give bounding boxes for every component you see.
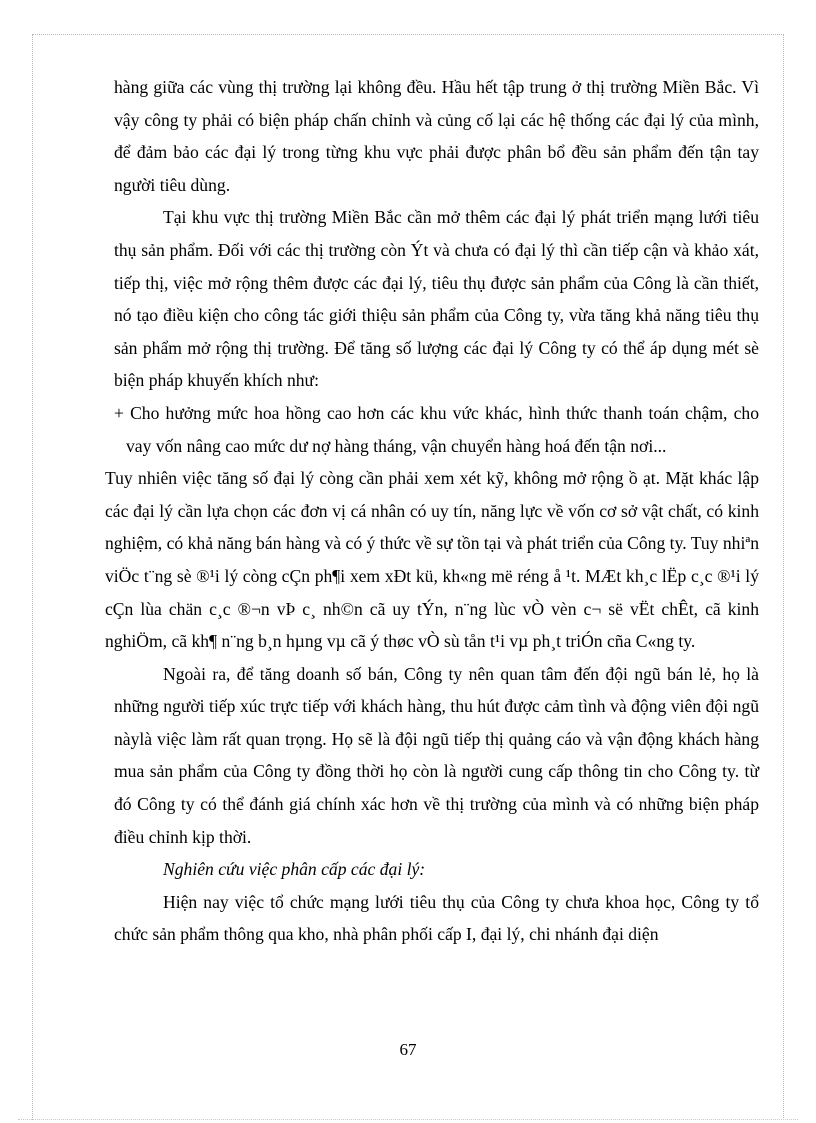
bullet-paragraph: + Cho hưởng mức hoa hồng cao hơn các khu vức khác, hình thức thanh toán chậm, cho vay vốn nâng cao mức dư nợ hàng tháng, vận chuyển hàng hoá đến tận nơi...	[114, 402, 759, 456]
page-number: 67	[399, 1040, 417, 1059]
paragraph-4: Ngoài ra, để tăng doanh số bán, Công ty nên quan tâm đến đội ngũ bán lẻ, họ là những người tiếp xúc trực tiếp với khách hàng, thu hút được cảm tình và động viên đội ngũ nàylà việc làm rất quan trọng. Họ sẽ là đội ngũ tiếp thị quảng cáo và vận động khách hàng mua sản phẩm của Công ty đồng thời họ còn là người cung cấp thông tin cho Công ty. từ đó Công ty có thể đánh giá chính xác hơn về thị trường của mình và có những biện pháp điều chỉnh kịp thời.	[114, 663, 759, 847]
paragraph-5: Hiện nay việc tổ chức mạng lưới tiêu thụ của Công ty chưa khoa học, Công ty tổ chức sản phẩm thông qua kho, nhà phân phối cấp I, đại lý, chi nhánh đại diện	[114, 891, 759, 945]
paragraph-2: Tại khu vực thị trường Miền Bắc cần mở thêm các đại lý phát triển mạng lưới tiêu thụ sản phẩm. Đối với các thị trường còn Ýt và chưa có đại lý thì cần tiếp cận và khảo xát, tiếp thị, việc mở rộng thêm được các đại lý, tiêu thụ được sản phẩm của Công là cần thiết, nó tạo điều kiện cho công tác giới thiệu sản phẩm của Công ty, vừa tăng khả năng tiêu thụ sản phẩm mở rộng thị trường. Để tăng số lượng các đại lý Công ty có thể áp dụng mét sè biện pháp khuyến khích như:	[114, 207, 759, 391]
section-heading: Nghiên cứu việc phân cấp các đại lý:	[163, 859, 426, 880]
paragraph-1: hàng giữa các vùng thị trường lại không đều. Hầu hết tập trung ở thị trường Miền Bắc. Vì vậy công ty phải có biện pháp chấn chỉnh và củng cố lại các hệ thống các đại lý của mình, để đảm bảo các đại lý trong từng khu vực phải được phân bổ đều sản phẩm đến tận tay người tiêu dùng.	[114, 77, 759, 195]
paragraph-3: Tuy nhiên việc tăng số đại lý còng cần phải xem xét kỹ, không mở rộng ồ ạt. Mặt khác lập các đại lý cần lựa chọn các đơn vị cá nhân có uy tín, năng lực về vốn cơ sở vật chất, có kinh nghiệm, có khả năng bán hàng và có ý thức về sự tồn tại và phát triển của Công ty. Tuy nhiªn viÖc t¨ng sè ®¹i lý còng cÇn ph¶i xem xÐt kü, kh«ng më réng å ¹t. MÆt kh¸c lËp c¸c ®¹i lý cÇn lùa chän c¸c ®¬n vÞ c¸ nh©n cã uy tÝn, n¨ng lùc vÒ vèn c¬ së vËt chÊt, cã kinh nghiÖm, cã kh¶ n¨ng b¸n hµng vµ cã ý thøc vÒ sù tån t¹i vµ ph¸t triÓn cña C«ng ty.	[105, 468, 759, 652]
document-body	[105, 71, 759, 951]
page-bottom-divider	[18, 1119, 798, 1120]
